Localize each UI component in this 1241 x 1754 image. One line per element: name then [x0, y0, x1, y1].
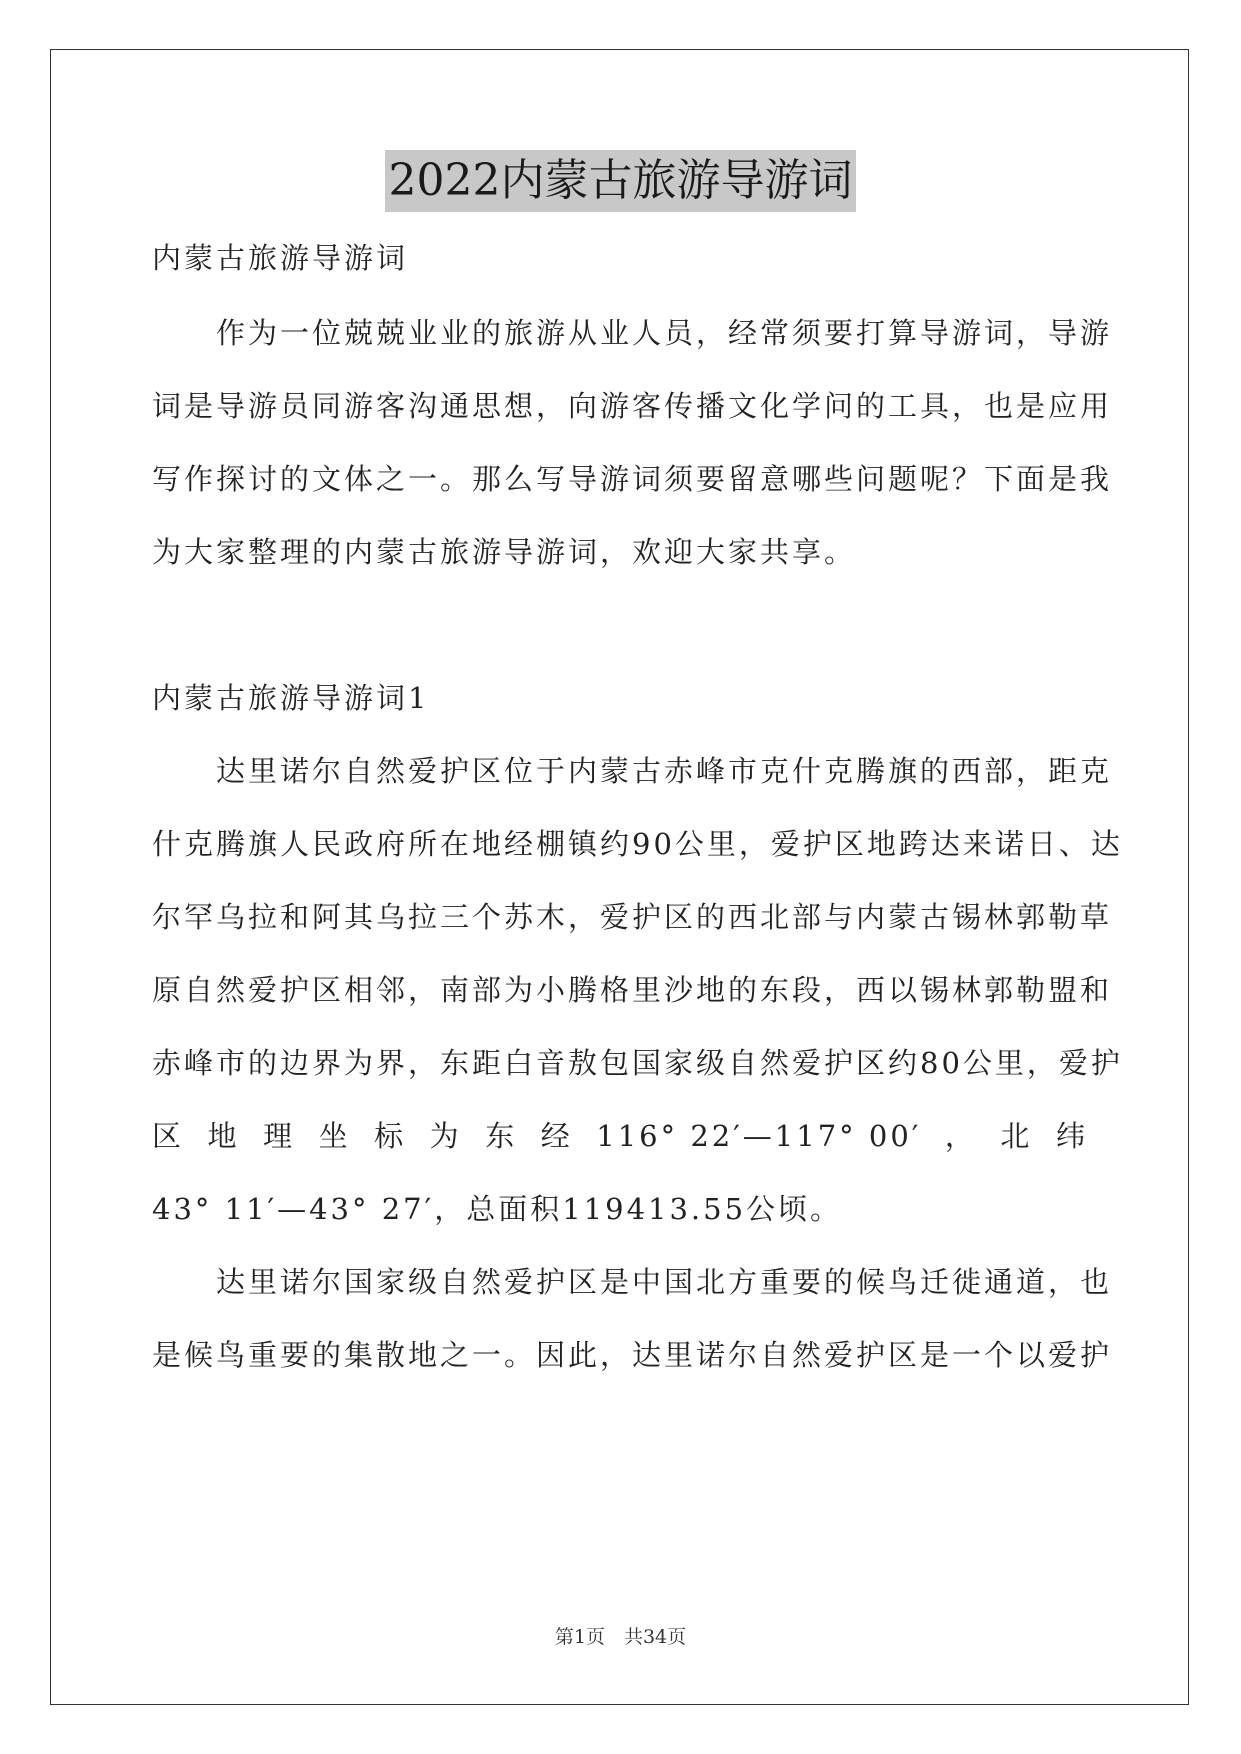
coord-token: 理 [263, 1119, 296, 1153]
section-heading: 内蒙古旅游导游词 [152, 241, 409, 275]
coordinate-line [152, 1116, 1088, 1156]
coord-token: 坐 [318, 1119, 351, 1153]
paragraph-line: 达里诺尔国家级自然爱护区是中国北方重要的候鸟迁徙通道，也 [152, 1265, 1113, 1299]
paragraph-line: 写作探讨的文体之一。那么写导游词须要留意哪些问题呢？下面是我 [152, 462, 1113, 496]
coord-token: 标 [374, 1119, 407, 1153]
section-heading: 内蒙古旅游导游词1 [152, 681, 430, 715]
coord-token: 区 [152, 1119, 185, 1153]
paragraph-line: 词是导游员同游客沟通思想，向游客传播文化学问的工具，也是应用 [152, 389, 1113, 423]
title-container [0, 150, 1241, 212]
paragraph-line: 赤峰市的边界为界，东距白音敖包国家级自然爱护区约80公里，爱护 [152, 1046, 1123, 1080]
coord-token: 东 [485, 1119, 518, 1153]
page-border [50, 49, 1189, 1705]
coord-token: 为 [429, 1119, 462, 1153]
coord-token: 116° 22′—117° 00′ [596, 1119, 922, 1153]
paragraph-line: 达里诺尔自然爱护区位于内蒙古赤峰市克什克腾旗的西部，距克 [152, 754, 1113, 788]
paragraph-line: 是候鸟重要的集散地之一。因此，达里诺尔自然爱护区是一个以爱护 [152, 1338, 1113, 1372]
paragraph-line: 原自然爱护区相邻，南部为小腾格里沙地的东段，西以锡林郭勒盟和 [152, 973, 1113, 1007]
paragraph-line: 为大家整理的内蒙古旅游导游词，欢迎大家共享。 [152, 535, 857, 569]
coord-token: 地 [207, 1119, 240, 1153]
paragraph-line: 43° 11′—43° 27′，总面积119413.55公顷。 [152, 1192, 843, 1226]
coord-token: 北 [1000, 1119, 1033, 1153]
document-title: 2022内蒙古旅游导游词 [385, 150, 857, 212]
coord-token: ， [944, 1119, 977, 1153]
paragraph-line: 作为一位兢兢业业的旅游从业人员，经常须要打算导游词，导游 [152, 316, 1113, 350]
paragraph-line: 什克腾旗人民政府所在地经棚镇约90公里，爱护区地跨达来诺日、达 [152, 827, 1123, 861]
coord-token: 纬 [1055, 1119, 1088, 1153]
page-footer: 第1页 共34页 [554, 1626, 687, 1648]
paragraph-line: 尔罕乌拉和阿其乌拉三个苏木，爱护区的西北部与内蒙古锡林郭勒草 [152, 900, 1113, 934]
coord-token: 经 [540, 1119, 573, 1153]
